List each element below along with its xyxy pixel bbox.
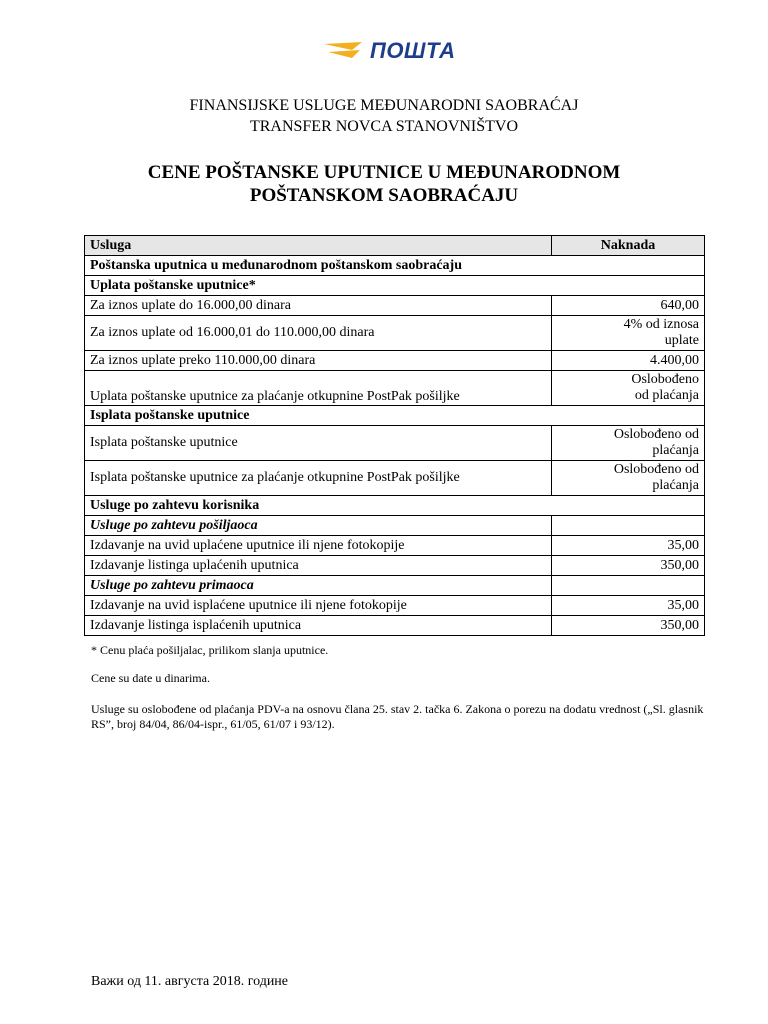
table-row [85, 556, 705, 576]
section-payout-label: Isplata poštanske uputnice [85, 406, 705, 426]
row-fee: 35,00 [552, 536, 705, 556]
empty-fee-cell [552, 576, 705, 596]
footnote-sender-pays: * Cenu plaća pošiljalac, prilikom slanja uputnice. [91, 643, 329, 657]
row-label: Isplata poštanske uputnice za plaćanje otkupnine PostPak pošiljke [85, 461, 552, 496]
section-row [85, 276, 705, 296]
row-fee [552, 461, 705, 496]
row-fee: 35,00 [552, 596, 705, 616]
table-row [85, 596, 705, 616]
page-title-line-2: POŠTANSKOM SAOBRAĆAJU [249, 185, 519, 206]
note-currency: Cene su date u dinarima. [91, 671, 210, 685]
row-label: Izdavanje listinga isplaćenih uputnica [85, 616, 552, 636]
posta-logo [322, 38, 462, 66]
table-header-row [85, 236, 705, 256]
subsection-sender-label: Usluge po zahtevu pošiljaoca [85, 516, 552, 536]
header-line-2: TRANSFER NOVCA STANOVNIŠTVO [249, 118, 519, 135]
validity-date: Важи од 11. августа 2018. године [91, 974, 289, 989]
table-row [85, 461, 705, 496]
row-label: Izdavanje na uvid isplaćene uputnice ili njene fotokopije [85, 596, 552, 616]
logo-text: ПОШТА [370, 38, 456, 63]
subsection-row [85, 516, 705, 536]
column-header-service: Usluga [85, 236, 552, 256]
row-fee: 350,00 [552, 616, 705, 636]
subsection-row [85, 576, 705, 596]
table-row [85, 371, 705, 406]
row-fee-line-2: od plaćanja [634, 388, 699, 403]
subsection-recipient-label: Usluge po zahtevu primaoca [85, 576, 552, 596]
row-fee: 4.400,00 [552, 351, 705, 371]
row-label: Uplata poštanske uputnice za plaćanje otkupnine PostPak pošiljke [85, 371, 552, 406]
section-row [85, 496, 705, 516]
row-fee-line-1: 4% od iznosa [623, 317, 699, 332]
note-vat-exemption: Usluge su oslobođene od plaćanja PDV-a na osnovu člana 25. stav 2. tačka 6. Zakona o porezu na dodatu vrednost („Sl. glasnik RS”, broj 84/04, 86/04-ispr., 61/05, 61/07 i 93/12). [91, 702, 704, 731]
row-fee-line-1: Oslobođeno [631, 372, 699, 387]
row-label: Izdavanje na uvid uplaćene uputnice ili njene fotokopije [85, 536, 552, 556]
row-label: Isplata poštanske uputnice [85, 426, 552, 461]
row-fee-line-2: plaćanja [652, 478, 699, 493]
row-fee [552, 426, 705, 461]
posta-bird-icon [322, 38, 368, 64]
row-fee-line-1: Oslobođeno od [613, 462, 699, 477]
row-label: Za iznos uplate preko 110.000,00 dinara [85, 351, 552, 371]
row-fee-line-2: plaćanja [652, 443, 699, 458]
row-fee-line-2: uplate [664, 333, 699, 348]
table-row [85, 536, 705, 556]
row-fee [552, 371, 705, 406]
row-fee-line-1: Oslobođeno od [613, 427, 699, 442]
row-fee [552, 316, 705, 351]
table-row [85, 616, 705, 636]
table-row [85, 316, 705, 351]
row-label: Za iznos uplate od 16.000,01 do 110.000,00 dinara [85, 316, 552, 351]
table-row [85, 351, 705, 371]
header-line-1: FINANSIJSKE USLUGE MEĐUNARODNI SAOBRAĆAJ [189, 97, 579, 114]
column-header-fee: Naknada [552, 236, 705, 256]
row-fee: 640,00 [552, 296, 705, 316]
section-payment-label: Uplata poštanske uputnice* [85, 276, 705, 296]
row-label: Izdavanje listinga uplaćenih uputnica [85, 556, 552, 576]
table-row [85, 426, 705, 461]
empty-fee-cell [552, 516, 705, 536]
section-request-label: Usluge po zahtevu korisnika [85, 496, 705, 516]
section-row [85, 256, 705, 276]
table-row [85, 296, 705, 316]
section-main-label: Poštanska uputnica u međunarodnom poštanskom saobraćaju [85, 256, 705, 276]
page-title-line-1: CENE POŠTANSKE UPUTNICE U MEĐUNARODNOM [147, 162, 621, 183]
row-fee: 350,00 [552, 556, 705, 576]
fee-table [84, 235, 705, 636]
row-label: Za iznos uplate do 16.000,00 dinara [85, 296, 552, 316]
section-row [85, 406, 705, 426]
